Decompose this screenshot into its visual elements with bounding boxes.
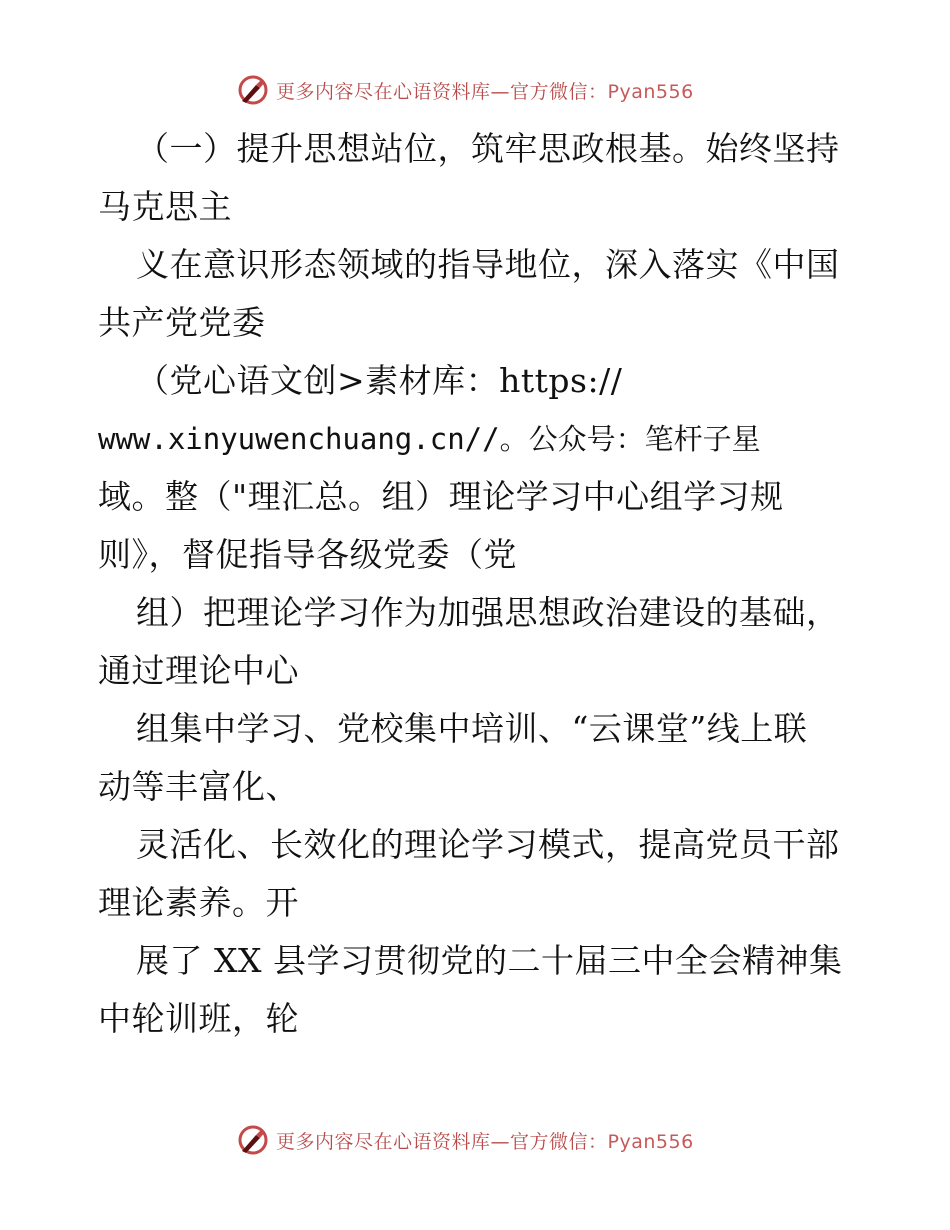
footer-wechat-id: Pyan556 xyxy=(607,1130,694,1153)
document-body xyxy=(98,120,858,1048)
body-line-5: （党心语文创>素材库：https:// xyxy=(136,361,623,400)
pen-logo-icon xyxy=(236,73,270,107)
body-line-15: 展了 XX 县学习贯彻党的二十届三中全会精神集 xyxy=(136,941,843,980)
header-banner-text: 更多内容尽在心语资料库—官方微信：Pyan556 xyxy=(276,80,694,103)
body-line-4: 共产党党委 xyxy=(98,303,266,342)
body-line-9: 组）把理论学习作为加强思想政治建设的基础， xyxy=(136,593,840,632)
header-wechat-id: Pyan556 xyxy=(607,80,694,103)
body-line-10: 通过理论中心 xyxy=(98,651,299,690)
body-line-14: 理论素养。开 xyxy=(98,883,299,922)
body-line-3: 义在意识形态领域的指导地位，深入落实《中国 xyxy=(136,245,840,284)
footer-banner xyxy=(236,1120,694,1160)
body-line-11: 组集中学习、党校集中培训、“云课堂”线上联 xyxy=(136,709,808,748)
body-line-13: 灵活化、长效化的理论学习模式，提高党员干部 xyxy=(136,825,840,864)
body-line-12: 动等丰富化、 xyxy=(98,767,299,806)
pen-logo-icon xyxy=(236,1123,270,1157)
body-line-8: 则》，督促指导各级党委（党 xyxy=(98,535,517,574)
body-line-16: 中轮训班，轮 xyxy=(98,999,299,1038)
footer-banner-text: 更多内容尽在心语资料库—官方微信：Pyan556 xyxy=(276,1130,694,1153)
header-banner xyxy=(236,70,694,110)
body-line-1: （一）提升思想站位，筑牢思政根基。始终坚持 xyxy=(136,129,840,168)
body-line-7: 域。整（"理汇总。组）理论学习中心组学习规 xyxy=(98,477,784,516)
body-line-6: www.xinyuwenchuang.cn//。公众号：笔杆子星 xyxy=(98,422,761,456)
body-line-2: 马克思主 xyxy=(98,187,232,226)
